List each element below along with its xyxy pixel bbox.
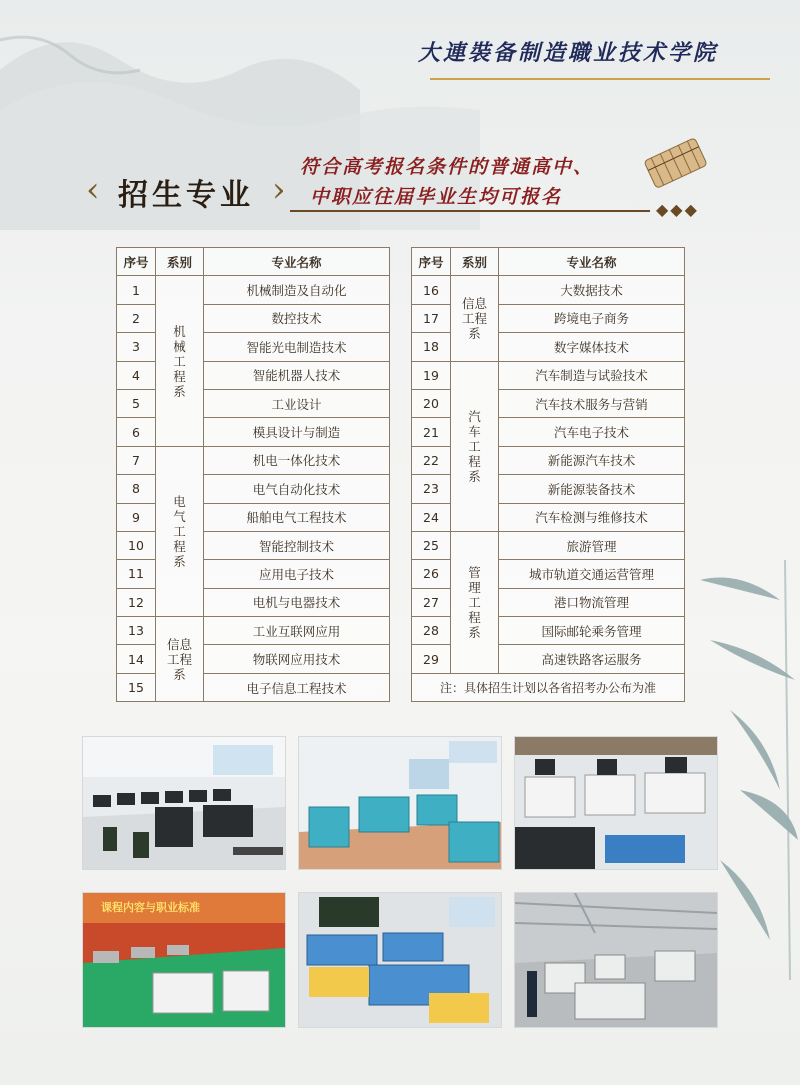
major-name: 工业设计 [204, 389, 390, 417]
major-name: 大数据技术 [499, 276, 685, 304]
major-name: 智能机器人技术 [204, 361, 390, 389]
table-row [117, 276, 390, 304]
dept-cell [156, 617, 204, 702]
major-name: 电气自动化技术 [204, 475, 390, 503]
row-no: 1 [117, 276, 156, 304]
row-no: 3 [117, 333, 156, 361]
row-no: 24 [412, 503, 451, 531]
row-no: 9 [117, 503, 156, 531]
major-name: 汽车制造与试验技术 [499, 361, 685, 389]
major-name: 智能光电制造技术 [204, 333, 390, 361]
major-name: 新能源汽车技术 [499, 446, 685, 474]
left-bracket-ornament: ‹ [86, 170, 100, 210]
test-bench-lab-photo [514, 736, 718, 870]
table-row [412, 276, 685, 304]
major-name: 汽车电子技术 [499, 418, 685, 446]
header-no: 序号 [412, 248, 451, 276]
row-no: 6 [117, 418, 156, 446]
subtitle-line-1: 符合高考报名条件的普通高中、 [300, 156, 595, 178]
major-name: 电子信息工程技术 [204, 673, 390, 701]
row-no: 8 [117, 475, 156, 503]
row-no: 10 [117, 531, 156, 559]
dept-cell [451, 276, 499, 361]
header-no: 序号 [117, 248, 156, 276]
major-name: 跨境电子商务 [499, 304, 685, 332]
row-no: 18 [412, 333, 451, 361]
row-no: 20 [412, 389, 451, 417]
major-name: 机械制造及自动化 [204, 276, 390, 304]
row-no: 27 [412, 588, 451, 616]
bamboo-scroll-icon [640, 134, 712, 194]
table-row [117, 617, 390, 645]
row-no: 13 [117, 617, 156, 645]
major-name: 机电一体化技术 [204, 446, 390, 474]
header-major: 专业名称 [499, 248, 685, 276]
majors-table-left [116, 247, 390, 702]
row-no: 5 [117, 389, 156, 417]
table-note-row [412, 673, 685, 701]
right-bracket-ornament: › [272, 170, 286, 210]
dept-cell [451, 531, 499, 673]
dept-label: 管理工程系 [468, 564, 481, 640]
row-no: 29 [412, 645, 451, 673]
header-major: 专业名称 [204, 248, 390, 276]
diamond-ornament-icon: ◆◆◆ [656, 200, 699, 219]
dept-label: 汽车工程系 [468, 408, 481, 484]
workshop-banner-text: 课程内容与职业标准 [101, 901, 200, 914]
bamboo-leaves-decoration [690, 560, 800, 980]
dept-label: 机械工程系 [173, 323, 186, 399]
row-no: 11 [117, 560, 156, 588]
dept-cell [156, 276, 204, 446]
subtitle-line-2: 中职应往届毕业生均可报名 [310, 186, 563, 208]
table-note: 注：具体招生计划以各省招考办公布为准 [412, 673, 685, 701]
computer-lab-photo [82, 736, 286, 870]
table-row [412, 531, 685, 559]
school-name-underline [430, 78, 770, 80]
major-name: 模具设计与制造 [204, 418, 390, 446]
automotive-workshop-photo [82, 892, 286, 1028]
school-name: 大連裝备制造職业技术学院 [418, 40, 719, 66]
dept-label: 电气工程系 [173, 493, 186, 569]
major-name: 物联网应用技术 [204, 645, 390, 673]
electrical-training-photo [298, 892, 502, 1028]
row-no: 21 [412, 418, 451, 446]
major-name: 高速铁路客运服务 [499, 645, 685, 673]
row-no: 19 [412, 361, 451, 389]
dept-cell [451, 361, 499, 531]
row-no: 28 [412, 617, 451, 645]
header-dept: 系别 [451, 248, 499, 276]
major-name: 船舶电气工程技术 [204, 503, 390, 531]
dept-cell [156, 446, 204, 616]
major-name: 应用电子技术 [204, 560, 390, 588]
dept-label: 信息工程系 [461, 295, 487, 341]
major-name: 智能控制技术 [204, 531, 390, 559]
row-no: 2 [117, 304, 156, 332]
row-no: 7 [117, 446, 156, 474]
major-name: 数控技术 [204, 304, 390, 332]
row-no: 14 [117, 645, 156, 673]
major-name: 港口物流管理 [499, 588, 685, 616]
major-name: 电机与电器技术 [204, 588, 390, 616]
row-no: 12 [117, 588, 156, 616]
row-no: 15 [117, 673, 156, 701]
major-name: 新能源装备技术 [499, 475, 685, 503]
cnc-workshop-photo [514, 892, 718, 1028]
row-no: 26 [412, 560, 451, 588]
major-name: 国际邮轮乘务管理 [499, 617, 685, 645]
major-name: 数字媒体技术 [499, 333, 685, 361]
row-no: 23 [412, 475, 451, 503]
dept-label: 信息工程系 [166, 636, 192, 682]
majors-table-right [411, 247, 685, 702]
major-name: 城市轨道交通运营管理 [499, 560, 685, 588]
section-title: 招生专业 [118, 178, 254, 213]
table-row [117, 446, 390, 474]
major-name: 工业互联网应用 [204, 617, 390, 645]
training-lab-photo [298, 736, 502, 870]
header-dept: 系别 [156, 248, 204, 276]
major-name: 汽车检测与维修技术 [499, 503, 685, 531]
admission-requirement [300, 152, 630, 212]
major-name: 旅游管理 [499, 531, 685, 559]
row-no: 16 [412, 276, 451, 304]
section-divider [290, 210, 650, 212]
row-no: 22 [412, 446, 451, 474]
row-no: 4 [117, 361, 156, 389]
row-no: 17 [412, 304, 451, 332]
table-row [412, 361, 685, 389]
major-name: 汽车技术服务与营销 [499, 389, 685, 417]
row-no: 25 [412, 531, 451, 559]
